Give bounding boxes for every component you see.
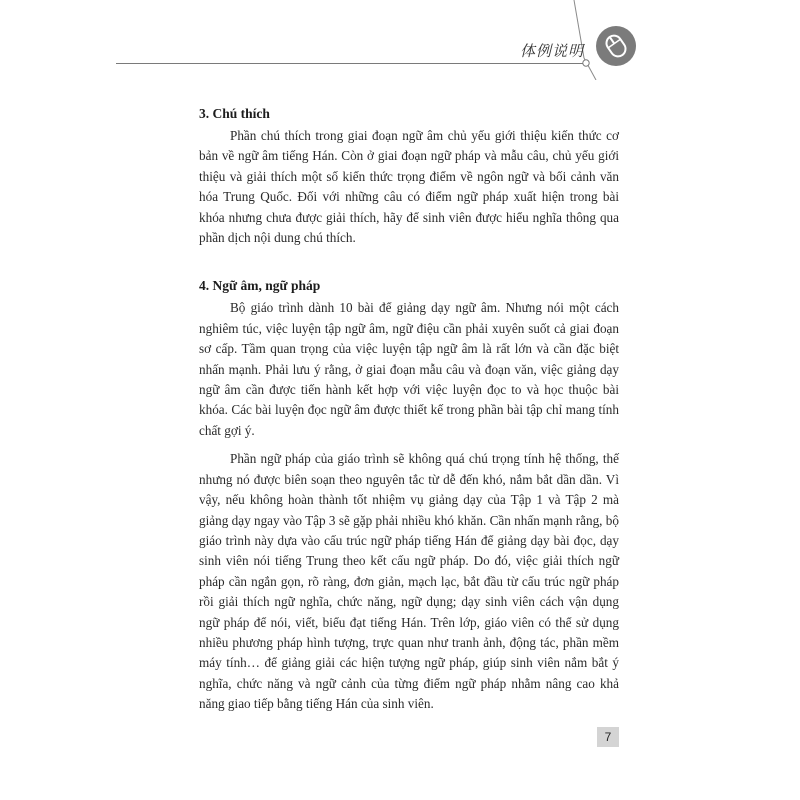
paragraph: Phần ngữ pháp của giáo trình sẽ không quá chú trọng tính hệ thống, thế nhưng nó được biên soạn theo nguyên tắc từ dễ đến khó, nắm bắt dần dần. Vì vậy, nếu không hoàn thành tốt nhiệm vụ giảng dạy của Tập 1 và Tập 2 mà giảng dạy ngay vào Tập 3 sẽ gặp phải nhiều khó khăn. Cần nhấn mạnh rằng, bộ giáo trình này dựa vào cấu trúc ngữ pháp tiếng Hán để giảng dạy bài đọc, dạy sinh viên nói tiếng Trung theo kết cấu ngữ pháp. Do đó, việc giải thích ngữ pháp cần ngắn gọn, rõ ràng, đơn giản, mạch lạc, bắt đầu từ cấu trúc ngữ pháp rồi giải thích ngữ nghĩa, chức năng, ngữ dụng; dạy sinh viên cách vận dụng ngữ pháp để nói, viết, biểu đạt tiếng Hán. Trên lớp, giáo viên có thể sử dụng nhiều phương pháp hình tượng, trực quan như tranh ảnh, động tác, phần mềm máy tính… để giảng giải các hiện tượng ngữ pháp, giúp sinh viên nắm bắt ý nghĩa, chức năng và ngữ cảnh của từng điểm ngữ pháp nhằm nâng cao khả năng giao tiếp bằng tiếng Hán của sinh viên. bbox=[199, 451, 619, 712]
section-heading: 3. Chú thích bbox=[199, 106, 270, 121]
section-phonetics-grammar bbox=[199, 278, 619, 714]
page-number: 7 bbox=[597, 727, 619, 747]
section-heading: 4. Ngữ âm, ngữ pháp bbox=[199, 278, 321, 294]
header-title: 体例说明 bbox=[520, 44, 585, 60]
mouse-icon bbox=[596, 26, 636, 66]
header-rule bbox=[116, 63, 586, 64]
section-annotations bbox=[199, 106, 619, 248]
paragraph: Bộ giáo trình dành 10 bài để giảng dạy ngữ âm. Nhưng nói một cách nghiêm túc, việc luyện tập ngữ âm, ngữ điệu cần phải xuyên suốt cả giai đoạn sơ cấp. Tầm quan trọng của việc luyện tập ngữ âm là rất lớn và cần đặc biệt nhấn mạnh. Phải lưu ý rằng, ở giai đoạn mẫu câu và đoạn văn, việc giảng dạy ngữ âm cần được tiến hành kết hợp với việc luyện đọc to và học thuộc bài khóa. Các bài luyện đọc ngữ âm được thiết kế trong phần bài tập chỉ mang tính chất gợi ý. bbox=[199, 300, 619, 438]
page-content bbox=[199, 106, 619, 715]
paragraph: Phần chú thích trong giai đoạn ngữ âm chủ yếu giới thiệu kiến thức cơ bản về ngữ âm tiếng Hán. Còn ở giai đoạn ngữ pháp và mẫu câu, chủ yếu giới thiệu và giải thích một số kiến thức trọng điểm về ngôn ngữ và bối cảnh văn hóa Trung Quốc. Đối với những câu có điểm ngữ pháp xuất hiện trong bài khóa nhưng chưa được giải thích, hãy để sinh viên được hiểu nghĩa thông qua phần dịch nội dung chú thích. bbox=[199, 128, 619, 246]
